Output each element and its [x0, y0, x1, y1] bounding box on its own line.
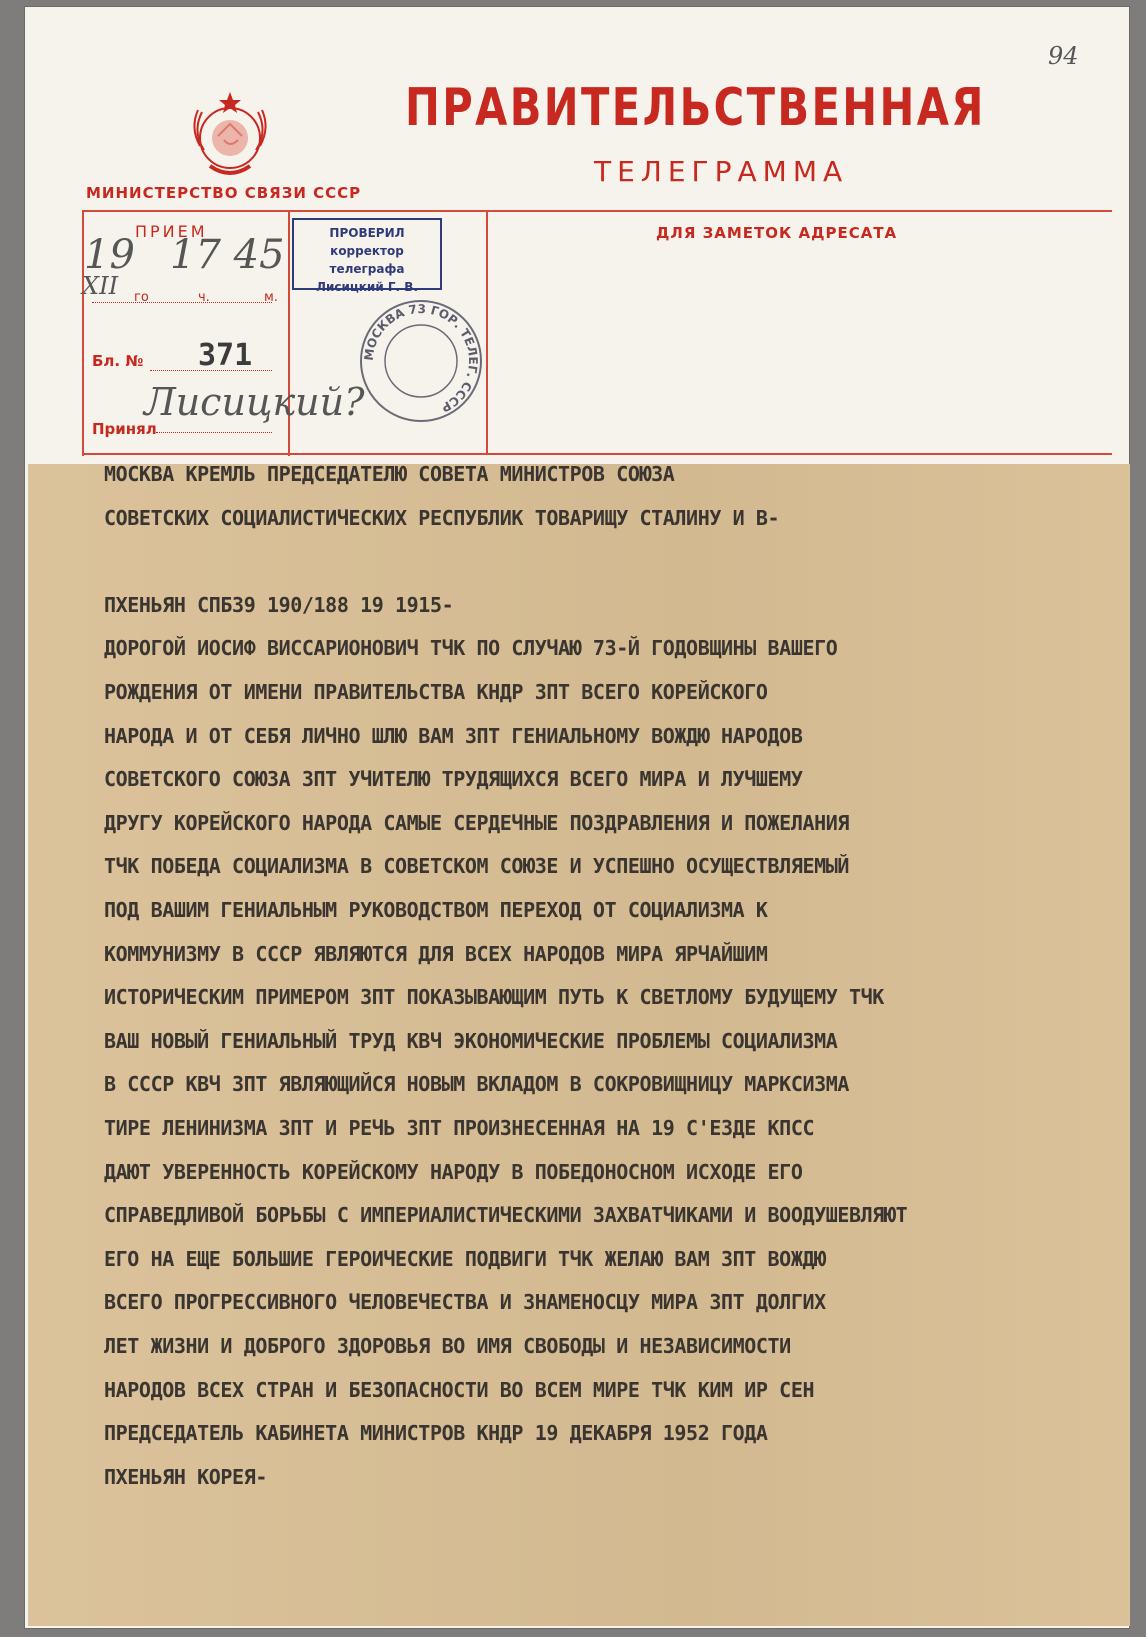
reception-label: ПРИЕМ	[135, 222, 208, 241]
telegram-text-line: МОСКВА КРЕМЛЬ ПРЕДСЕДАТЕЛЮ СОВЕТА МИНИСТРОВ СОЮЗА	[104, 462, 675, 486]
checked-stamp-line2: Лисицкий Г. В.	[315, 280, 419, 294]
addressee-notes-label: ДЛЯ ЗАМЕТОК АДРЕСАТА	[656, 224, 898, 242]
checked-stamp-title: ПРОВЕРИЛ	[329, 226, 405, 240]
round-stamp-text: МОСКВА 73 ГОР. ТЕЛЕГ. СССР	[361, 301, 481, 415]
telegram-text-line: ДАЮТ УВЕРЕННОСТЬ КОРЕЙСКОМУ НАРОДУ В ПОБЕДОНОСНОМ ИСХОДЕ ЕГО	[104, 1159, 803, 1184]
telegram-text-line: НАРОДА И ОТ СЕБЯ ЛИЧНО ШЛЮ ВАМ ЗПТ ГЕНИАЛЬНОМУ ВОЖДЮ НАРОДОВ	[104, 723, 803, 748]
checked-stamp	[292, 218, 442, 294]
telegram-text-line: ПХЕНЬЯН КОРЕЯ-	[104, 1464, 267, 1489]
minute-field-label: м.	[264, 290, 278, 305]
time-dotted-line	[92, 302, 272, 303]
telegram-text-line: НАРОДОВ ВСЕХ СТРАН И БЕЗОПАСНОСТИ ВО ВСЕМ МИРЕ ТЧК КИМ ИР СЕН	[104, 1377, 815, 1402]
moscow-telegraph-round-stamp	[356, 296, 486, 426]
form-number-value: 371	[198, 338, 253, 373]
form-number-dotted-line	[150, 370, 272, 371]
document-title: ПРАВИТЕЛЬСТВЕННАЯ	[405, 78, 986, 138]
handwritten-month: XII	[82, 272, 119, 300]
telegram-text-line: КОММУНИЗМУ В СССР ЯВЛЯЮТСЯ ДЛЯ ВСЕХ НАРОДОВ МИРА ЯРЧАЙШИМ	[104, 941, 768, 966]
form-number-label: Бл. №	[92, 352, 144, 370]
ministry-label: МИНИСТЕРСТВО СВЯЗИ СССР	[86, 184, 362, 202]
handwritten-date: 19	[84, 232, 135, 278]
telegram-text-line: ВАШ НОВЫЙ ГЕНИАЛЬНЫЙ ТРУД КВЧ ЭКОНОМИЧЕСКИЕ ПРОБЛЕМЫ СОЦИАЛИЗМА	[104, 1028, 838, 1053]
telegram-text-line: ДРУГУ КОРЕЙСКОГО НАРОДА САМЫЕ СЕРДЕЧНЫЕ ПОЗДРАВЛЕНИЯ И ПОЖЕЛАНИЯ	[104, 810, 850, 835]
telegram-text-line: ДОРОГОЙ ИОСИФ ВИССАРИОНОВИЧ ТЧК ПО СЛУЧАЮ 73-Й ГОДОВЩИНЫ ВАШЕГО	[104, 636, 838, 661]
accepted-by-signature: Лисицкий?	[144, 380, 365, 424]
year-field-label: го	[134, 290, 149, 305]
form-divider	[486, 210, 488, 454]
telegram-text-line: ВСЕГО ПРОГРЕССИВНОГО ЧЕЛОВЕЧЕСТВА И ЗНАМЕНОСЦУ МИРА ЗПТ ДОЛГИХ	[104, 1290, 826, 1315]
telegram-text-line: СОВЕТСКИХ СОЦИАЛИСТИЧЕСКИХ РЕСПУБЛИК ТОВАРИЩУ СТАЛИНУ И В-	[104, 505, 780, 530]
telegram-text-line: СПРАВЕДЛИВОЙ БОРЬБЫ С ИМПЕРИАЛИСТИЧЕСКИМИ ЗАХВАТЧИКАМИ И ВООДУШЕВЛЯЮТ	[104, 1203, 908, 1228]
telegram-text-line: ПОД ВАШИМ ГЕНИАЛЬНЫМ РУКОВОДСТВОМ ПЕРЕХОД ОТ СОЦИАЛИЗМА К	[104, 898, 768, 922]
telegram-text-line: ЕГО НА ЕЩЕ БОЛЬШИЕ ГЕРОИЧЕСКИЕ ПОДВИГИ ТЧК ЖЕЛАЮ ВАМ ЗПТ ВОЖДЮ	[104, 1246, 826, 1271]
handwritten-time: 17 45	[170, 232, 285, 278]
hour-field-label: ч.	[198, 290, 210, 305]
checked-stamp-line1: корректор телеграфа	[329, 244, 405, 276]
telegram-text-line: РОЖДЕНИЯ ОТ ИМЕНИ ПРАВИТЕЛЬСТВА КНДР ЗПТ ВСЕГО КОРЕЙСКОГО	[104, 680, 768, 704]
document-subtitle: ТЕЛЕГРАММА	[594, 155, 849, 188]
telegram-text-line: ПРЕДСЕДАТЕЛЬ КАБИНЕТА МИНИСТРОВ КНДР 19 ДЕКАБРЯ 1952 ГОДА	[104, 1421, 768, 1446]
telegram-text-line: СОВЕТСКОГО СОЮЗА ЗПТ УЧИТЕЛЮ ТРУДЯЩИХСЯ ВСЕГО МИРА И ЛУЧШЕМУ	[104, 767, 803, 792]
telegram-text-line: ИСТОРИЧЕСКИМ ПРИМЕРОМ ЗПТ ПОКАЗЫВАЮЩИМ ПУТЬ К СВЕТЛОМУ БУДУЩЕМУ ТЧК	[104, 985, 884, 1010]
telegram-text-line: ТИРЕ ЛЕНИНИЗМА ЗПТ И РЕЧЬ ЗПТ ПРОИЗНЕСЕННАЯ НА 19 С'ЕЗДЕ КПСС	[104, 1116, 815, 1140]
telegram-text-line: ПХЕНЬЯН СПБ39 190/188 19 1915-	[104, 592, 454, 617]
telegram-text-line: В СССР КВЧ ЗПТ ЯВЛЯЮЩИЙСЯ НОВЫМ ВКЛАДОМ В СОКРОВИЩНИЦУ МАРКСИЗМА	[104, 1072, 850, 1097]
telegram-text-line: ТЧК ПОБЕДА СОЦИАЛИЗМА В СОВЕТСКОМ СОЮЗЕ И УСПЕШНО ОСУЩЕСТВЛЯЕМЫЙ	[104, 854, 850, 879]
ussr-emblem-icon	[180, 88, 280, 188]
accepted-dotted-line	[156, 432, 272, 433]
page-number: 94	[1048, 42, 1079, 70]
accepted-by-label: Принял	[92, 420, 157, 438]
telegram-text-line: ЛЕТ ЖИЗНИ И ДОБРОГО ЗДОРОВЬЯ ВО ИМЯ СВОБОДЫ И НЕЗАВИСИМОСТИ	[104, 1334, 791, 1358]
